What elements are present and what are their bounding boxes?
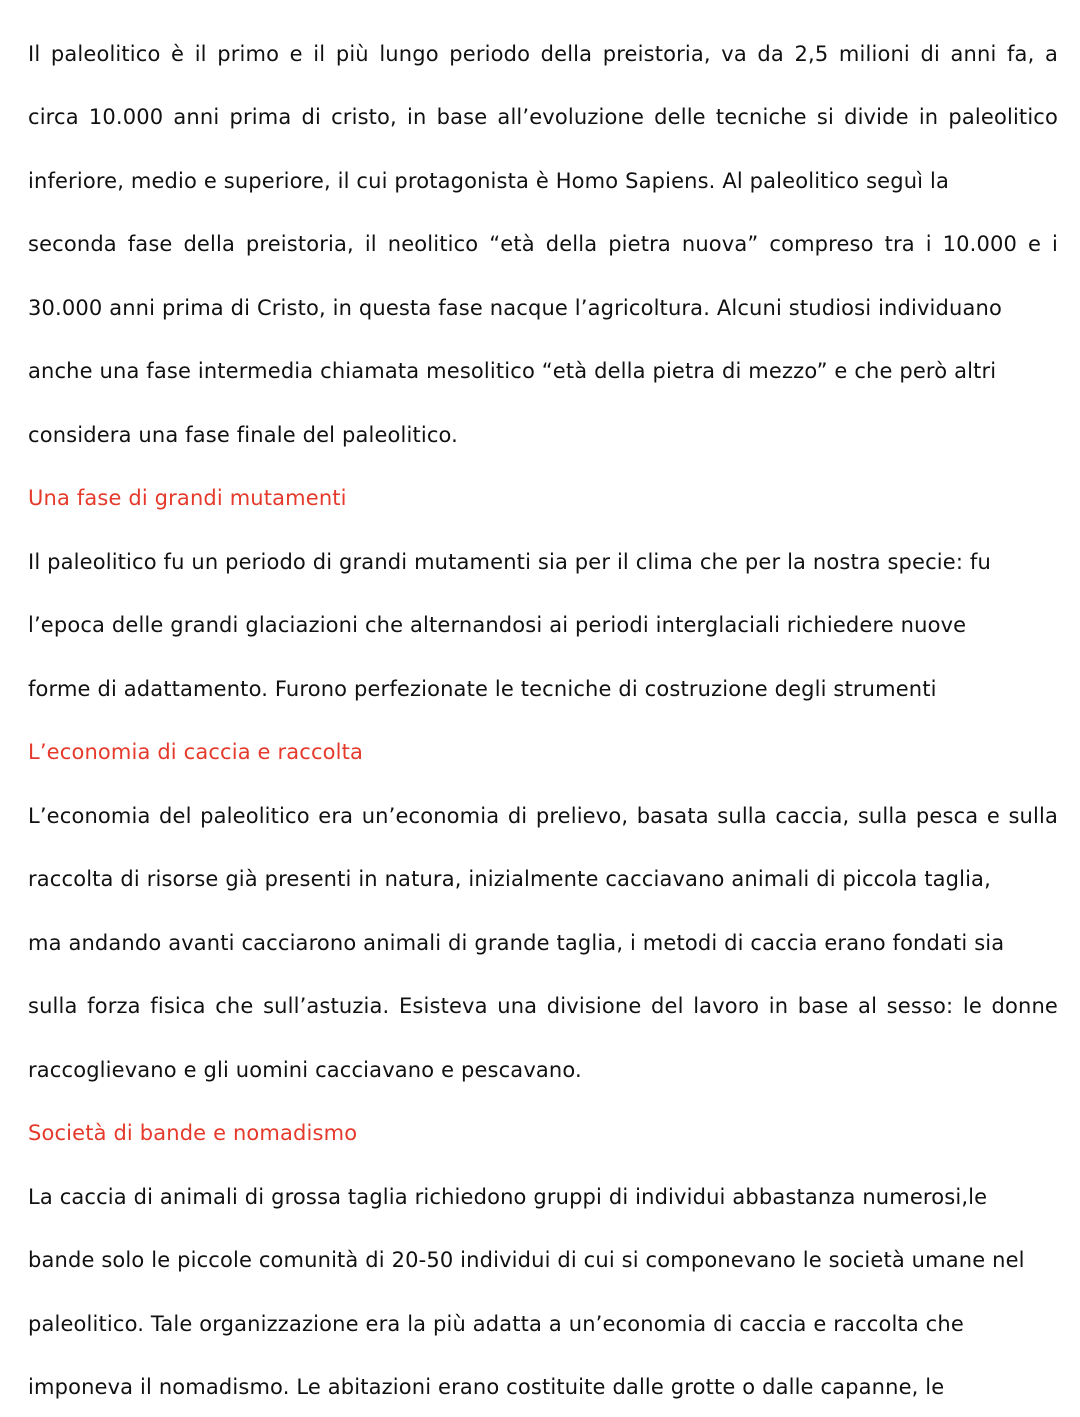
- paragraph-line: anche una fase intermedia chiamata mesolitico “età della pietra di mezzo” e che però altri: [28, 359, 997, 383]
- paragraph-line: raccoglievano e gli uomini cacciavano e pescavano.: [28, 1058, 582, 1082]
- paragraph-line: 30.000 anni prima di Cristo, in questa fase nacque l’agricoltura. Alcuni studiosi individuano: [28, 296, 1002, 320]
- paragraph-line: considera una fase finale del paleolitico.: [28, 423, 459, 447]
- section-heading: Società di bande e nomadismo: [28, 1121, 358, 1145]
- paragraph-line: La caccia di animali di grossa taglia richiedono gruppi di individui abbastanza numerosi,le: [28, 1185, 988, 1209]
- paragraph-line: seconda fase della preistoria, il neolitico “età della pietra nuova” compreso tra i 10.000 e i: [28, 232, 1058, 256]
- paragraph-line: L’economia del paleolitico era un’economia di prelievo, basata sulla caccia, sulla pesca e sulla: [28, 804, 1058, 828]
- paragraph-line: l’epoca delle grandi glaciazioni che alternandosi ai periodi interglaciali richiedere nuove: [28, 613, 967, 637]
- paragraph-line: circa 10.000 anni prima di cristo, in base all’evoluzione delle tecniche si divide in paleolitico: [28, 105, 1058, 129]
- paragraph-line: imponeva il nomadismo. Le abitazioni erano costituite dalle grotte o dalle capanne, le: [28, 1375, 945, 1399]
- paragraph-line: Il paleolitico fu un periodo di grandi mutamenti sia per il clima che per la nostra specie: fu: [28, 550, 991, 574]
- paragraph-line: inferiore, medio e superiore, il cui protagonista è Homo Sapiens. Al paleolitico seguì la: [28, 169, 949, 193]
- paragraph-line: bande solo le piccole comunità di 20-50 individui di cui si componevano le società umane nel: [28, 1248, 1025, 1272]
- section-heading: Una fase di grandi mutamenti: [28, 486, 347, 510]
- paragraph-line: ma andando avanti cacciarono animali di grande taglia, i metodi di caccia erano fondati sia: [28, 931, 1005, 955]
- paragraph-line: raccolta di risorse già presenti in natura, inizialmente cacciavano animali di piccola taglia,: [28, 867, 991, 891]
- paragraph-line: forme di adattamento. Furono perfezionate le tecniche di costruzione degli strumenti: [28, 677, 937, 701]
- paragraph-line: sulla forza fisica che sull’astuzia. Esisteva una divisione del lavoro in base al sesso: le donne: [28, 994, 1058, 1018]
- section-heading: L’economia di caccia e raccolta: [28, 740, 364, 764]
- paragraph-line: Il paleolitico è il primo e il più lungo periodo della preistoria, va da 2,5 milioni di anni fa, a: [28, 42, 1058, 66]
- paragraph-line: paleolitico. Tale organizzazione era la più adatta a un’economia di caccia e raccolta che: [28, 1312, 964, 1336]
